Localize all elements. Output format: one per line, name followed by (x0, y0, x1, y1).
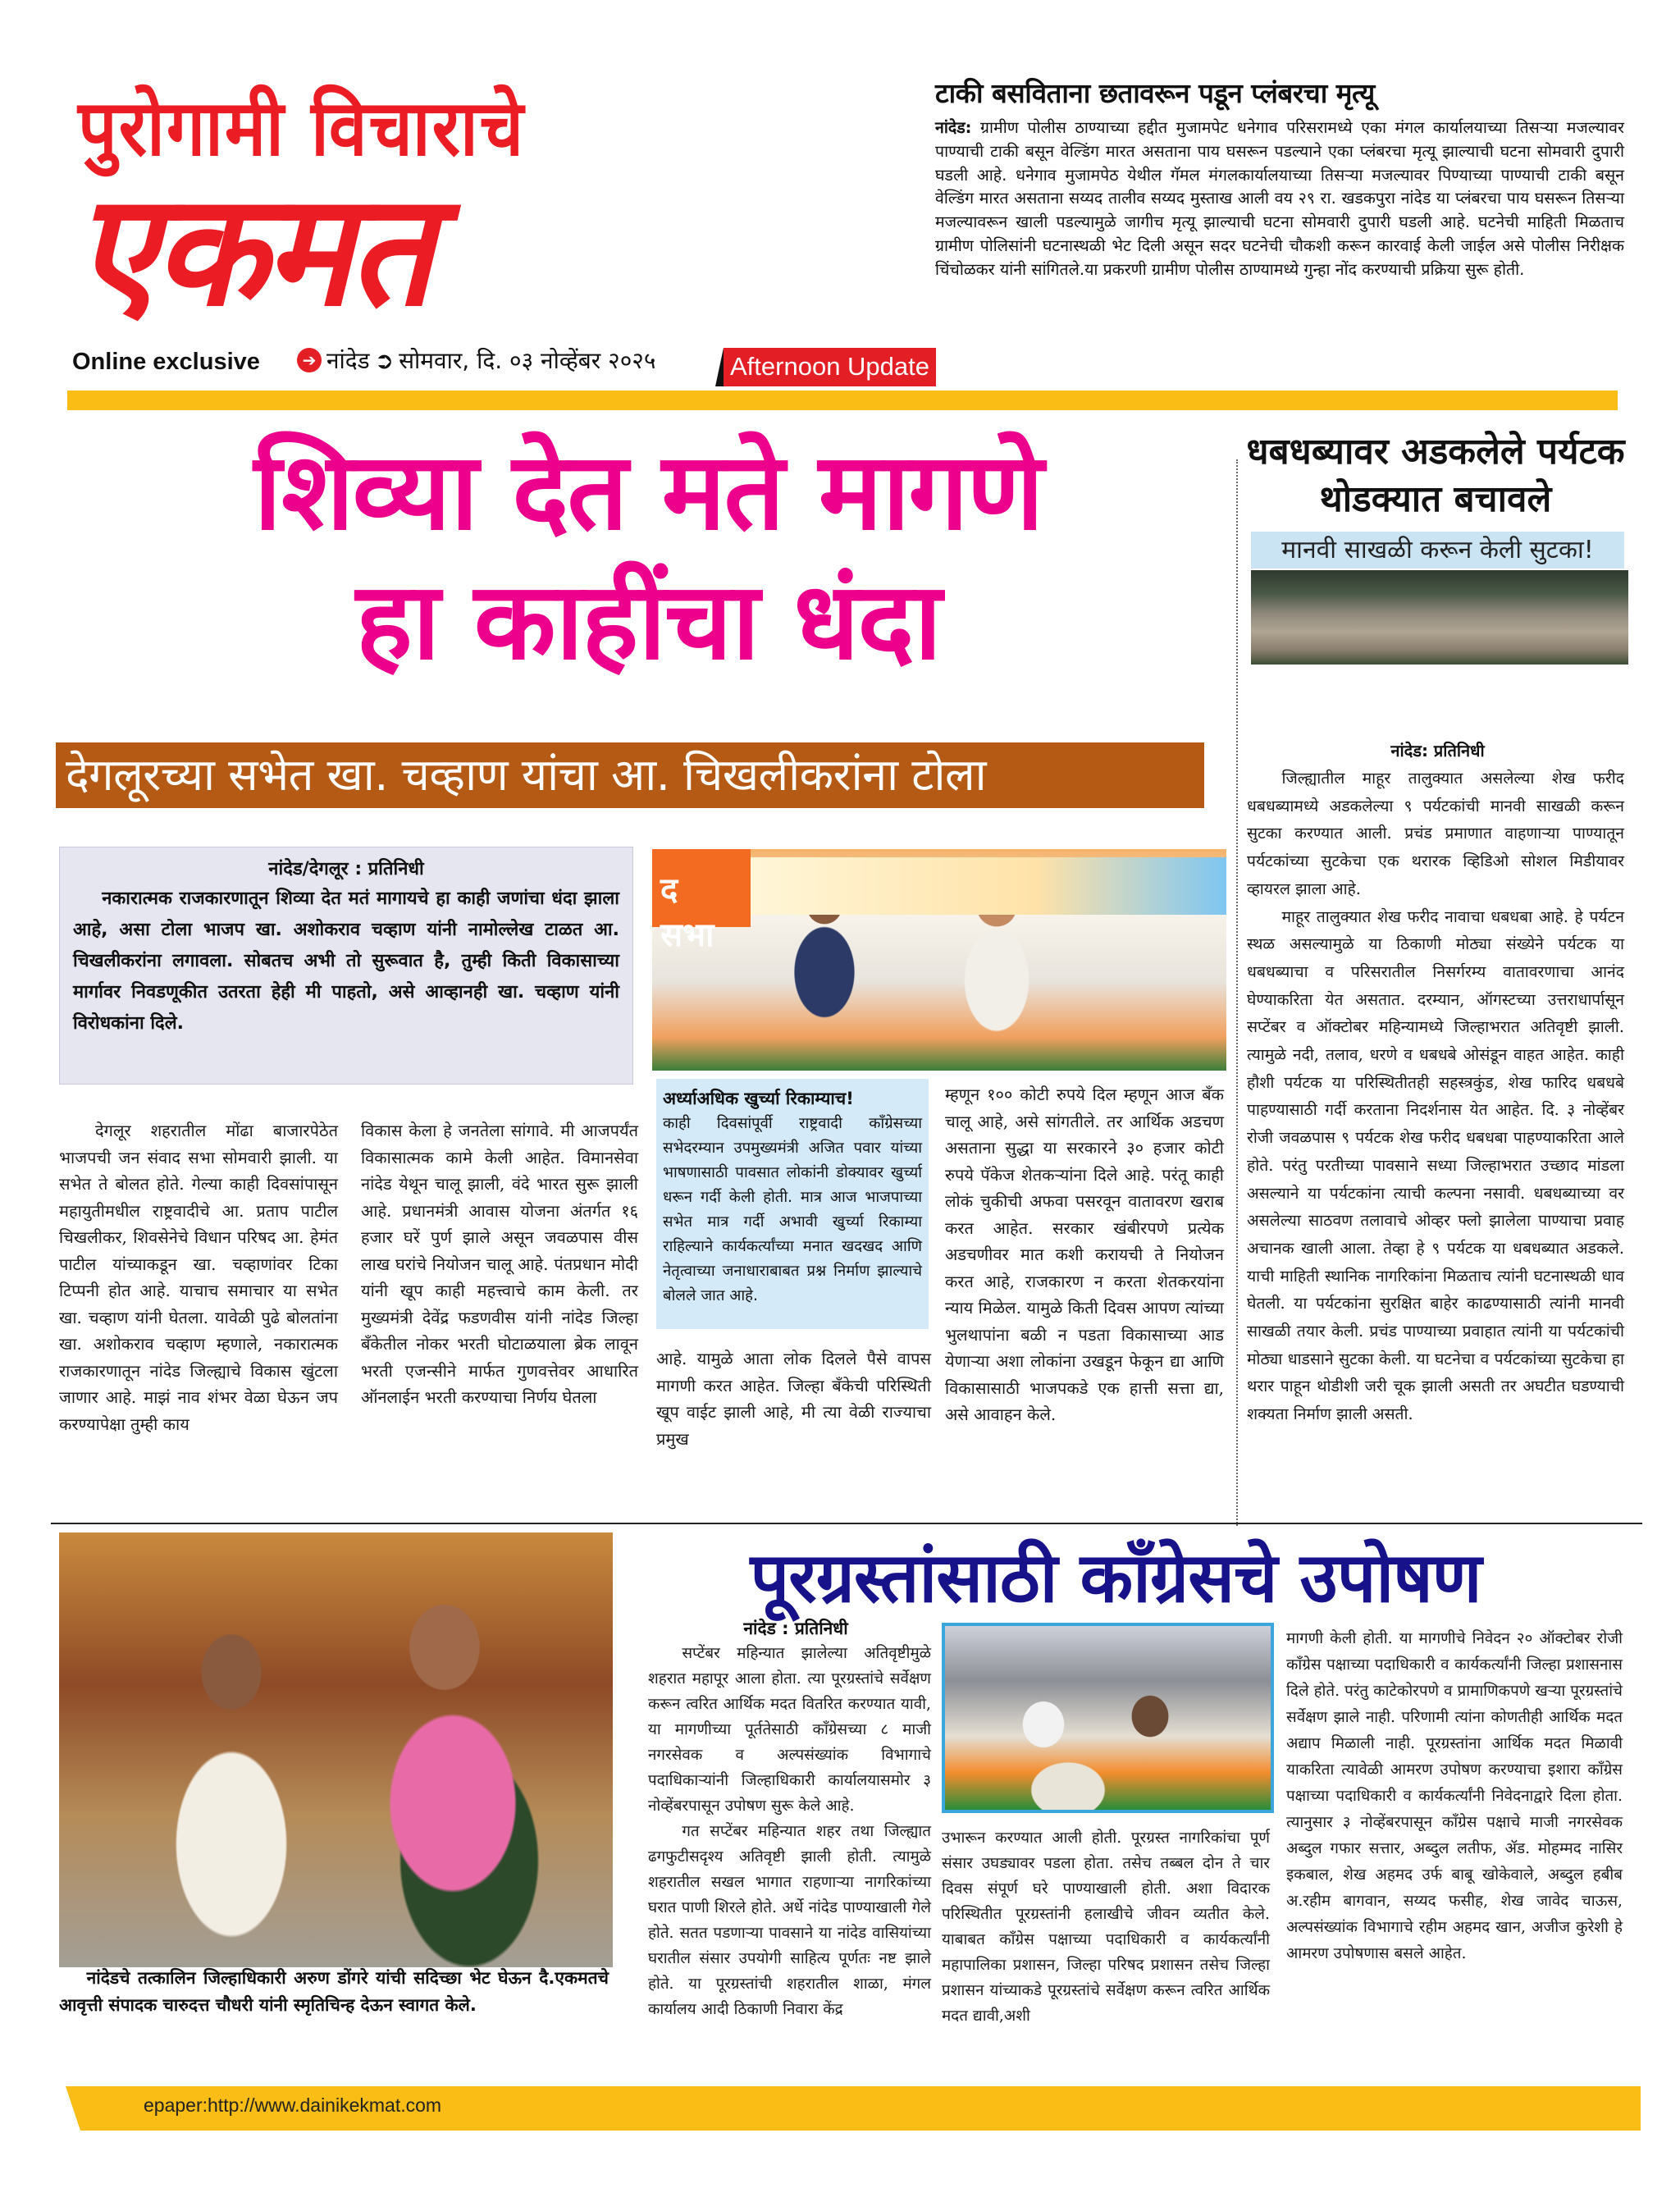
hunger-strike-column-3 (1286, 1626, 1623, 1967)
infobox-text: काही दिवसांपूर्वी राष्ट्रवादी कॉंग्रेसच्या सभेदरम्यान उपमुख्यमंत्री अजित पवार यांच्या भाषणासाठी पावसात लोकांनी डोक्यावर खुर्च्या धरून गर्दी केली होती. मात्र आज भाजपाच्या सभेत मात्र गर्दी अभावी खुर्च्या रिकाम्या राहिल्याने कार्यकर्त्यांच्या मनात खदखद आणि नेतृत्वाच्या जनाधाराबाबत प्रश्न निर्माण झाल्याचे बोलले जात आहे. (663, 1115, 922, 1304)
top-yellow-bar (67, 391, 1618, 410)
hunger-strike-col2-text: उभारून करण्यात आली होती. पूरग्रस्त नागरिकांचा पूर्ण संसार उघड्यावर पडला होता. तसेच तब्बल दोन ते चार दिवस संपूर्ण घरे पाण्याखाली होती. अशा विदारक परिस्थितीत पूरग्रस्तांनी हलाखीचे जीवन व्यतीत केले. याबाबत कॉंग्रेस पक्षाच्या पदाधिकारी व कार्यकर्त्यांनी महापालिका प्रशासन, जिल्हा परिषद प्रशासन तसेच जिल्हा प्रशासन यांच्याकडे पूरग्रस्तांचे सर्वेक्षण करून त्वरित आर्थिक मदत द्यावी,अशी (942, 1829, 1270, 2025)
plumber-story-title: टाकी बसविताना छतावरून पडून प्लंबरचा मृत्यू (935, 77, 1375, 109)
plumber-story-text: ग्रामीण पोलीस ठाण्याच्या हद्दीत मुजामपेट धनेगाव परिसरामध्ये एका मंगल कार्यालयाच्या तिसऱ्या मजल्यावर पाण्याची टाकी बसून वेल्डिंग मारत असताना पाय घसरून पडल्याने एका प्लंबरचा मृत्यू झाल्याची घटना सोमवारी दुपारी घडली आहे. धनेगाव मुजामपेठ येथील गॅमल मंगलकार्यालयाच्या तिसऱ्या मजल्यावर पिण्याच्या पाण्याची टाकी बसून वेल्डिंग मारत असताना सय्यद तालीव सय्यद मुस्ताख आली वय २९ रा. खडकपुरा नांदेड या प्लंबरचा पाय घसरून तिसऱ्या मजल्यावरून खाली पडल्यामुळे जागीच मृत्यू झाल्याची घटना सोमवारी दुपारी घडली आहे. घटनेची माहिती मिळताच ग्रामीण पोलिसांनी घटनास्थळी भेट दिली असून सदर घटनेची चौकशी करून कारवाई केली जाईल असे पोलीस निरीक्षक चिंचोळकर यांनी सांगितले.या प्रकरणी ग्रामीण पोलीस ठाण्यामध्ये गुन्हा नोंद करण्याची प्रक्रिया सुरू होती. (935, 118, 1624, 279)
hunger-strike-col1-para2: गत सप्टेंबर महिन्यात शहर तथा जिल्ह्यात ढगफुटीसदृश्य अतिवृष्टी झाली होती. त्यामुळे शहरातील सखल भागात राहणाऱ्या नागरिकांच्या घरात पाणी शिरले होते. अर्धे नांदेड पाण्याखाली गेले होते. सतत पडणाऱ्या पावसाने या नांदेड वासियांच्या घरातील संसार उपयोगी साहित्य पूर्णतः नष्ट झाले होते. या पूरग्रस्तांची शहरातील शाळा, मंगल कार्यालय आदी ठिकाणी निवारा केंद्र (648, 1823, 931, 2018)
hunger-strike-col1-para1: सप्टेंबर महिन्यात झालेल्या अतिवृष्टीमुळे शहरात महापूर आला होता. त्या पूरग्रस्तांचे सर्वेक्षण करून त्वरित आर्थिक मदत वितरित करण्यात यावी, या मागणीच्या पूर्ततेसाठी कॉंग्रेसच्या ८ माजी नगरसेवक व अल्पसंख्यांक विभागाचे पदाधिकाऱ्यांनी जिल्हाधिकारी कार्यालयासमोर ३ नोव्हेंबरपासून उपोषण सुरू केले आहे. (648, 1645, 931, 1815)
plumber-story-body (935, 116, 1624, 282)
hunger-strike-headline: पूरग्रस्तांसाठी कॉंग्रेसचे उपोषण (750, 1537, 1481, 1618)
main-story-column-4 (945, 1081, 1224, 1428)
felicitation-photo (59, 1532, 613, 1967)
rally-photo-backdrop (751, 857, 1226, 915)
rally-photo-banner: द सभा (652, 849, 751, 927)
dateline-date: सोमवार, दि. ०३ नोव्हेंबर २०२५ (399, 347, 656, 374)
hunger-strike-column-2 (942, 1825, 1270, 2029)
edition-badge-label: Afternoon Update (724, 348, 936, 386)
infobox-title: अर्ध्याअधिक खुर्च्या रिकाम्याच! (663, 1089, 854, 1108)
main-story-col4-text: म्हणून १०० कोटी रुपये दिल म्हणून आज बॅंक चालू आहे, असे सांगतीले. तर आर्थिक अडचण असताना सुद्धा या सरकारने ३० हजार कोटी रुपये पॅकेज शेतकऱ्यांना दिले आहे. परंतू काही लोकं चुकीची अफवा पसरवून वातावरण खराब करत आहेत. सरकार खंबीरपणे प्रत्येक अडचणीवर मात कशी करायची ते नियोजन करत आहे, राजकारण न करता शेतकरयांना न्याय मिळेल. यामुळे किती दिवस आपण त्यांच्या भुलथापांना बळी न पडता विकासाच्या आड येणाऱ्या अशा लोकांना उखडून फेकून द्या आणि विकासासाठी भाजपकडे एक हात्ती सत्ता द्या, असे आवाहन केले. (945, 1085, 1224, 1424)
badge-slant (715, 348, 724, 386)
section-divider (51, 1523, 1642, 1524)
online-exclusive-label: Online exclusive (72, 349, 260, 375)
waterfall-story-title: धबधब्यावर अडकलेले पर्यटक थोडक्यात बचावले (1246, 431, 1625, 520)
waterfall-rescue-photo (1251, 570, 1628, 665)
main-story-col2-text: विकास केला हे जनतेला सांगावे. मी आजपर्यंत विकासात्मक कामे केली आहेत. विमानसेवा नांदेड येथून चालू झाली, वंदे भारत सुरू झाली आहे. प्रधानमंत्री आवास योजना अंतर्गत १६ हजार घरें पुर्ण झाले असून जवळपास वीस लाख घरांचे नियोजन चालू आहे. पंतप्रधान मोदी यांनी खूप काही महत्त्वाचे काम केली. तर मुख्यमंत्री देवेंद्र फडणवीस यांनी नांदेड जिल्हा बॅंकेतील नोकर भरती घोटाळयाला ब्रेक लावून भरती एजन्सीने मार्फत गुणवत्तेवर आधारित ऑनलाईन भरती करण्याचा निर्णय घेतला (361, 1121, 638, 1407)
hunger-strike-byline: नांदेड : प्रतिनिधी (743, 1619, 848, 1638)
right-arrow-circle-icon: ➔ (297, 348, 322, 372)
hunger-strike-column-1 (648, 1641, 931, 2022)
dateline (297, 345, 655, 376)
felicitation-caption-text: नांदेडचे तत्कालिन जिल्हाधिकारी अरुण डोंगरे यांची सदिच्छा भेट घेऊन दै.एकमतचे आवृत्ती संपादक चारुदत्त चौधरी यांनी स्मृतिचिन्ह देऊन स्वागत केले. (59, 1968, 609, 2015)
rally-photo (652, 849, 1226, 1071)
hunger-strike-col3-text: मागणी केली होती. या मागणीचे निवेदन २० ऑक्टोबर रोजी कॉंग्रेस पक्षाच्या पदाधिकारी व कार्यकर्त्यांनी जिल्हा प्रशासनास दिले होते. परंतु काटेकोरपणे व प्रामाणिकपणे खऱ्या पूरग्रस्तांचे सर्वेक्षण झाले नाही. परिणामी त्यांना कोणतीही आर्थिक मदत अद्याप मिळाली नाही. पूरग्रस्तांना आर्थिक मदत मिळावी याकरिता त्यावेळी आमरण उपोषण करण्याचा इशारा कॉंग्रेस पक्षाच्या पदाधिकारी व कार्यकर्त्यांनी निवेदनाद्वारे दिला होता. त्यानुसार ३ नोव्हेंबरपासून कॉंग्रेस पक्षाचे माजी नगरसेवक अब्दुल गफार सत्तार, अब्दुल लतीफ, ॲड. मोहम्मद नासिर इकबाल, शेख अहमद उर्फ बाबू खोकेवाले, अब्दुल हबीब अ.रहीम बागवान, सय्यद फसीह, शेख जावेद चाऊस, अल्पसंख्यांक विभागाचे रहीम अहमद खान, अजीज कुरेशी हे आमरण उपोषणास बसले आहेत. (1286, 1630, 1623, 1962)
masthead-logo: एकमत (75, 158, 431, 341)
empty-chairs-infobox (656, 1079, 929, 1329)
main-story-lead: नकारात्मक राजकारणातून शिव्या देत मतं मागायचे हा काही जणांचा धंदा झाला आहे, असा टोला भाजप खा. अशोकराव चव्हाण यांनी नामोल्लेख टाळत आ. चिखलीकरांना लगावला. सोबतच अभी तो सुरूवात है, तुम्ही किती विकासाच्या मार्गावर निवडणूकीत उतरता हेही मी पाहतो, असे आव्हानही खा. चव्हाण यांनी विरोधकांना दिले. (73, 888, 619, 1034)
main-headline-line2: हा काहींचा धंदा (355, 559, 941, 683)
main-lead-box (59, 847, 633, 1085)
right-arrow-icon: ➲ (374, 346, 395, 374)
plumber-story-location: नांदेड: (935, 118, 972, 137)
main-story-column-3 (656, 1345, 931, 1452)
main-headline-line1: शिव्या देत मते मागणे (253, 429, 1043, 554)
waterfall-story-body (1247, 765, 1624, 1428)
waterfall-story-para1: जिल्ह्यातील माहूर तालुक्यात असलेल्या शेख फरीद धबधब्यामध्ये अडकलेल्या ९ पर्यटकांची मानवी साखळी करून सुटका करण्यात आली. प्रचंड प्रमाणात वाहणाऱ्या पाण्यातून पर्यटकांच्या सुटकेचा एक थरारक व्हिडिओ सोशल मिडीयावर व्हायरल झाला आहे. (1247, 769, 1624, 898)
edition-badge (715, 348, 936, 386)
footer-epaper-link[interactable]: epaper:http://www.dainikekmat.com (144, 2094, 442, 2116)
main-headline (57, 427, 1239, 686)
protest-photo (942, 1623, 1274, 1813)
column-divider-dotted (1236, 459, 1238, 1526)
waterfall-photo-caption: मानवी साखळी करून केली सुटका! (1251, 532, 1624, 569)
main-story-column-1 (59, 1117, 338, 1437)
main-subheadline: देगलूरच्या सभेत खा. चव्हाण यांचा आ. चिखलीकरांना टोला (56, 742, 1204, 808)
dateline-city: नांदेड (326, 347, 370, 374)
waterfall-story-para2: माहूर तालुक्यात शेख फरीद नावाचा धबधबा आहे. हे पर्यटन स्थळ असल्यामुळे या ठिकाणी मोठ्या संख्येने पर्यटक या धबधब्याचा व परिसरातील निसर्गरम्य वातावरणाचा आनंद घेण्याकरिता येत असतात. दरम्यान, ऑगस्टच्या उत्तराधार्पासून सप्टेंबर व ऑक्टोबर महिन्यामध्ये जिल्हाभरात अतिवृष्टी झाली. त्यामुळे नदी, तलाव, धरणे व धबधबे ओसंडून वाहत आहेत. काही हौशी पर्यटक या परिस्थितीतही सहस्त्रकुंड, शेख फारिद धबधबे पाहण्यासाठी गर्दी करताना निदर्शनास येत आहेत. दि. ३ नोव्हेंबर रोजी जवळपास ९ पर्यटक शेख फरीद धबधबा पाहण्याकरिता आले होते. परंतु परतीच्या पावसाने सध्या जिल्हाभरात उच्छाद मांडला असल्याने या पर्यटकांना त्याची कल्पना नसावी. धबधब्याच्या वर असलेल्या साठवण तलावाचे ओव्हर फ्लो झालेला पाण्याचा प्रवाह अचानक खाली आला. तेव्हा हे ९ पर्यटक या धबधब्यात अडकले. याची माहिती स्थानिक नागरिकांना मिळताच त्यांनी घटनास्थळी धाव घेतली. या पर्यटकांना सुरक्षित बाहेर काढण्यासाठी त्यांनी मानवी साखळी तयार केली. प्रचंड पाण्याच्या प्रवाहात त्यांनी या पर्यटकांची मोठ्या धाडसाने सुटका केली. या घटनेचा व पर्यटकांच्या सुटकेचा हा थरार पाहून थोडीशी जरी चूक झाली असती तर अघटीत घडण्याची शक्यता निर्माण झाली असती. (1247, 907, 1624, 1424)
felicitation-caption (59, 1965, 609, 2019)
main-story-byline: नांदेड/देगलूर : प्रतिनिधी (268, 859, 424, 879)
waterfall-story-byline: नांदेड: प्रतिनिधी (1390, 741, 1485, 760)
masthead-tagline: पुरोगामी विचाराचे (78, 83, 526, 173)
main-story-column-2 (361, 1117, 638, 1411)
main-story-col1-text: देगलूर शहरातील मोंढा बाजारपेठेत भाजपची जन संवाद सभा सोमवारी झाली. या सभेत ते बोलत होते. गेल्या काही दिवसांपासून महायुतीमधील राष्ट्रवादीचे आ. प्रताप पाटील चिखलीकर, शिवसेनेचे विधान परिषद आ. हेमंत पाटील यांच्याकडून खा. चव्हाणांवर टिका टिप्पनी होत आहे. याचाच समाचार या सभेत खा. चव्हाण यांनी घेतला. यावेळी पुढे बोलतांना खा. अशोकराव चव्हाण म्हणाले, नकारात्मक राजकारणातून नांदेड जिल्ह्याचे विकास खुंटला जाणार आहे. माझं नाव शंभर वेळा घेऊन जप करण्यापेक्षा तुम्ही काय (59, 1121, 338, 1434)
main-story-col3-text: आहे. यामुळे आता लोक दिलले पैसे वापस मागणी करत आहेत. जिल्हा बॅंकेची परिस्थिती खूप वाईट झाली आहे, मी त्या वेळी राज्याचा प्रमुख (656, 1349, 931, 1449)
